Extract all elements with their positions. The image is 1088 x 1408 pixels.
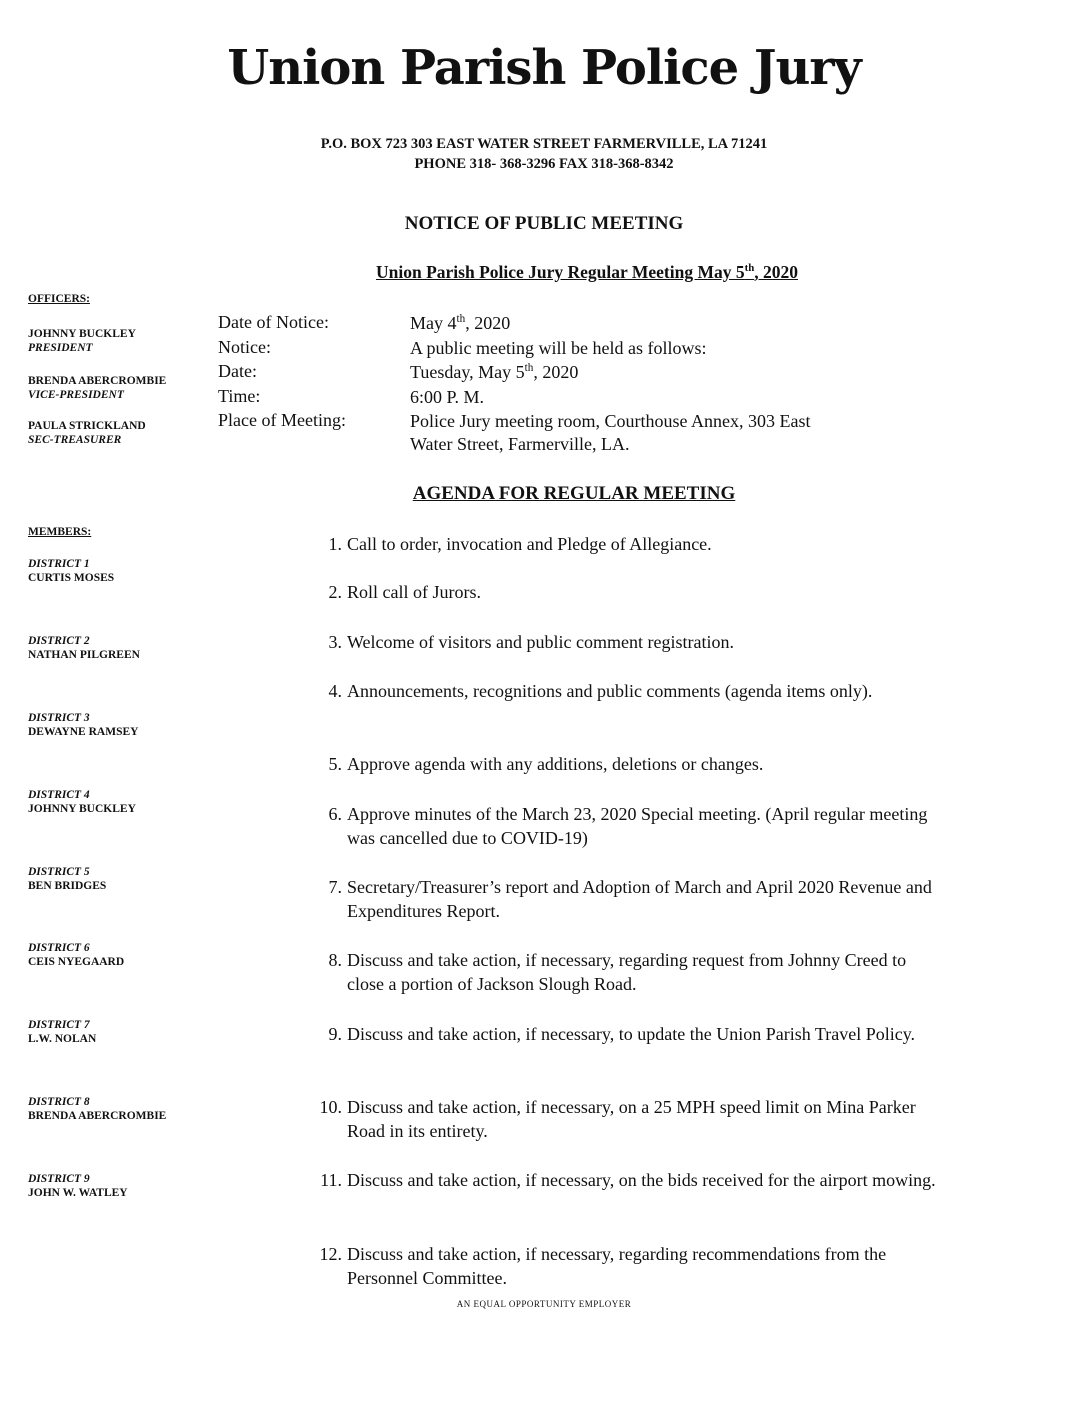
date-of-notice-label: Date of Notice: (218, 312, 329, 332)
agenda-item-text: Discuss and take action, if necessary, regarding recommendations from the Personnel Committee. (347, 1244, 887, 1288)
member-entry (28, 1018, 96, 1046)
officer-entry (28, 327, 136, 355)
agenda-item-text: Approve agenda with any additions, deletions or changes. (347, 754, 764, 774)
agenda-item (300, 1095, 940, 1143)
agenda-title: AGENDA FOR REGULAR MEETING (412, 483, 736, 504)
agenda-item (300, 532, 940, 556)
place-label: Place of Meeting: (218, 410, 346, 430)
member-district: DISTRICT 3 (28, 712, 90, 724)
agenda-item (300, 752, 940, 776)
officer-title: PRESIDENT (28, 342, 93, 354)
date-value (410, 361, 578, 384)
agenda-item-text: Welcome of visitors and public comment registration. (347, 632, 734, 652)
member-district: DISTRICT 2 (28, 635, 90, 647)
member-district: DISTRICT 9 (28, 1173, 90, 1185)
date-ordinal: th (524, 362, 534, 374)
date-year: , 2020 (533, 362, 579, 382)
agenda-item-text: Secretary/Treasurer’s report and Adoption of March and April 2020 Revenue and Expenditures Report. (347, 877, 932, 921)
agenda-item (300, 802, 940, 850)
member-district: DISTRICT 7 (28, 1019, 90, 1031)
meeting-title-text: Union Parish Police Jury Regular Meeting May 5 (376, 262, 745, 282)
time-value: 6:00 P. M. (410, 387, 485, 407)
member-name: BEN BRIDGES (28, 880, 107, 892)
member-name: L.W. NOLAN (28, 1033, 97, 1045)
agenda-item-text: Approve minutes of the March 23, 2020 Special meeting. (April regular meeting was cancelled due to COVID-19) (347, 804, 928, 848)
officer-title: SEC-TREASURER (28, 434, 122, 446)
agenda-item-number: 10. (319, 1097, 342, 1117)
place-line: Water Street, Farmerville, LA. (410, 434, 630, 454)
member-name: CURTIS MOSES (28, 572, 115, 584)
member-name: JOHN W. WATLEY (28, 1187, 128, 1199)
member-name: JOHNNY BUCKLEY (28, 803, 136, 815)
agenda-item-number: 8. (328, 950, 342, 970)
agenda-item (300, 679, 940, 703)
member-entry (28, 711, 138, 739)
member-district: DISTRICT 6 (28, 942, 90, 954)
agenda-item-number: 6. (328, 804, 342, 824)
member-entry (28, 1095, 166, 1123)
agenda-item-text: Announcements, recognitions and public comments (agenda items only). (347, 681, 873, 701)
agenda-item-text: Discuss and take action, if necessary, regarding request from Johnny Creed to close a portion of Jackson Slough Road. (347, 950, 907, 994)
member-district: DISTRICT 8 (28, 1096, 90, 1108)
officers-heading: OFFICERS: (28, 293, 90, 305)
agenda-item-number: 3. (328, 632, 342, 652)
meeting-title-year: , 2020 (754, 262, 798, 282)
agenda-item-number: 2. (328, 582, 342, 602)
member-entry (28, 557, 114, 585)
address-line: P.O. BOX 723 303 EAST WATER STREET FARMERVILLE, LA 71241 (320, 136, 768, 152)
agenda-item-number: 4. (328, 681, 342, 701)
agenda-item-text: Discuss and take action, if necessary, on the bids received for the airport mowing. (347, 1170, 936, 1190)
agenda-item (300, 948, 940, 996)
agenda-item-text: Discuss and take action, if necessary, to update the Union Parish Travel Policy. (347, 1024, 916, 1044)
agenda-item-number: 9. (328, 1024, 342, 1044)
member-entry (28, 941, 124, 969)
agenda-item-number: 1. (328, 534, 342, 554)
officer-name: JOHNNY BUCKLEY (28, 328, 136, 340)
member-name: NATHAN PILGREEN (28, 649, 140, 661)
date-of-notice-ordinal: th (456, 313, 466, 325)
member-entry (28, 788, 136, 816)
agenda-item-number: 5. (328, 754, 342, 774)
agenda-item (300, 1242, 940, 1290)
agenda-item (300, 580, 940, 604)
officer-entry (28, 374, 166, 402)
officer-name: PAULA STRICKLAND (28, 420, 146, 432)
place-line: Police Jury meeting room, Courthouse Annex, 303 East (410, 411, 811, 431)
date-of-notice-year: , 2020 (465, 313, 511, 333)
officer-entry (28, 419, 146, 447)
agenda-item (300, 630, 940, 654)
member-district: DISTRICT 4 (28, 789, 90, 801)
date-label: Date: (218, 361, 257, 381)
members-heading: MEMBERS: (28, 526, 92, 538)
member-name: CEIS NYEGAARD (28, 956, 125, 968)
agenda-item-text: Roll call of Jurors. (347, 582, 481, 602)
notice-label: Notice: (218, 337, 271, 357)
agenda-item-number: 12. (319, 1244, 342, 1264)
organization-name: Union Parish Police Jury (227, 40, 861, 96)
date-of-notice-text: May 4 (410, 313, 457, 333)
agenda-item-text: Discuss and take action, if necessary, on a 25 MPH speed limit on Mina Parker Road in its entirety. (347, 1097, 916, 1141)
phone-fax-line: PHONE 318- 368-3296 FAX 318-368-8342 (414, 156, 674, 172)
footer-eoe: AN EQUAL OPPORTUNITY EMPLOYER (456, 1299, 632, 1309)
agenda-item (300, 1022, 940, 1046)
time-label: Time: (218, 386, 261, 406)
agenda-item (300, 1168, 940, 1192)
place-value (410, 410, 810, 456)
notice-value: A public meeting will be held as follows: (410, 338, 707, 358)
member-district: DISTRICT 1 (28, 558, 90, 570)
member-name: BRENDA ABERCROMBIE (28, 1110, 167, 1122)
member-entry (28, 1172, 128, 1200)
agenda-item-number: 7. (328, 877, 342, 897)
meeting-title-ordinal: th (744, 262, 755, 275)
member-entry (28, 865, 106, 893)
date-text: Tuesday, May 5 (410, 362, 525, 382)
member-district: DISTRICT 5 (28, 866, 90, 878)
officer-title: VICE-PRESIDENT (28, 389, 124, 401)
agenda-item (300, 875, 940, 923)
date-of-notice-value (410, 312, 510, 335)
member-entry (28, 634, 140, 662)
meeting-title (376, 262, 798, 283)
member-name: DEWAYNE RAMSEY (28, 726, 139, 738)
agenda-item-text: Call to order, invocation and Pledge of Allegiance. (347, 534, 712, 554)
agenda-item-number: 11. (320, 1170, 342, 1190)
officer-name: BRENDA ABERCROMBIE (28, 375, 167, 387)
notice-title: NOTICE OF PUBLIC MEETING (404, 213, 684, 234)
